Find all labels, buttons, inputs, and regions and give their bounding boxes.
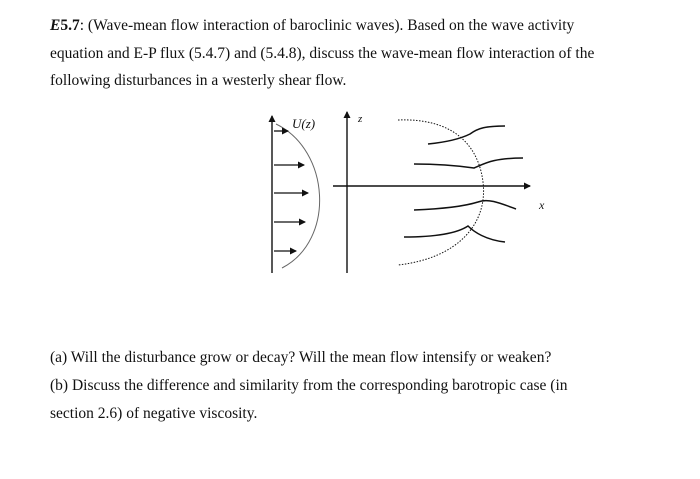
wave-contour-2: [414, 158, 523, 168]
wave-contour-1: [428, 126, 505, 144]
z-axis-label: z: [358, 113, 363, 125]
wave-contour-3: [414, 201, 516, 210]
problem-label-colon: :: [79, 17, 85, 34]
question-b-line-1: (b) Discuss the difference and similarity from the corresponding barotropic case (in: [50, 377, 568, 394]
problem-label-number: 5.7: [60, 17, 80, 34]
xz-panel: [333, 112, 545, 273]
question-b-line-2: section 2.6) of negative viscosity.: [50, 404, 258, 422]
question-a: (a) Will the disturbance grow or decay? Will the mean flow intensify or weaken?: [50, 349, 552, 366]
wave-contour-4: [404, 226, 505, 242]
problem-text-1: (Wave-mean flow interaction of baroclinic waves). Based on the wave activity: [84, 17, 575, 34]
profile-curve: [276, 124, 320, 268]
problem-label-letter: E: [50, 17, 61, 34]
x-axis-label: x: [539, 198, 545, 212]
question-b: [50, 372, 640, 427]
problem-line-3: following disturbances in a westerly shear flow.: [50, 72, 347, 89]
velocity-profile: [272, 116, 320, 273]
problem-line-2: equation and E-P flux (5.4.7) and (5.4.8), discuss the wave-mean flow interaction of the: [50, 44, 595, 62]
profile-label: U(z): [292, 116, 316, 131]
